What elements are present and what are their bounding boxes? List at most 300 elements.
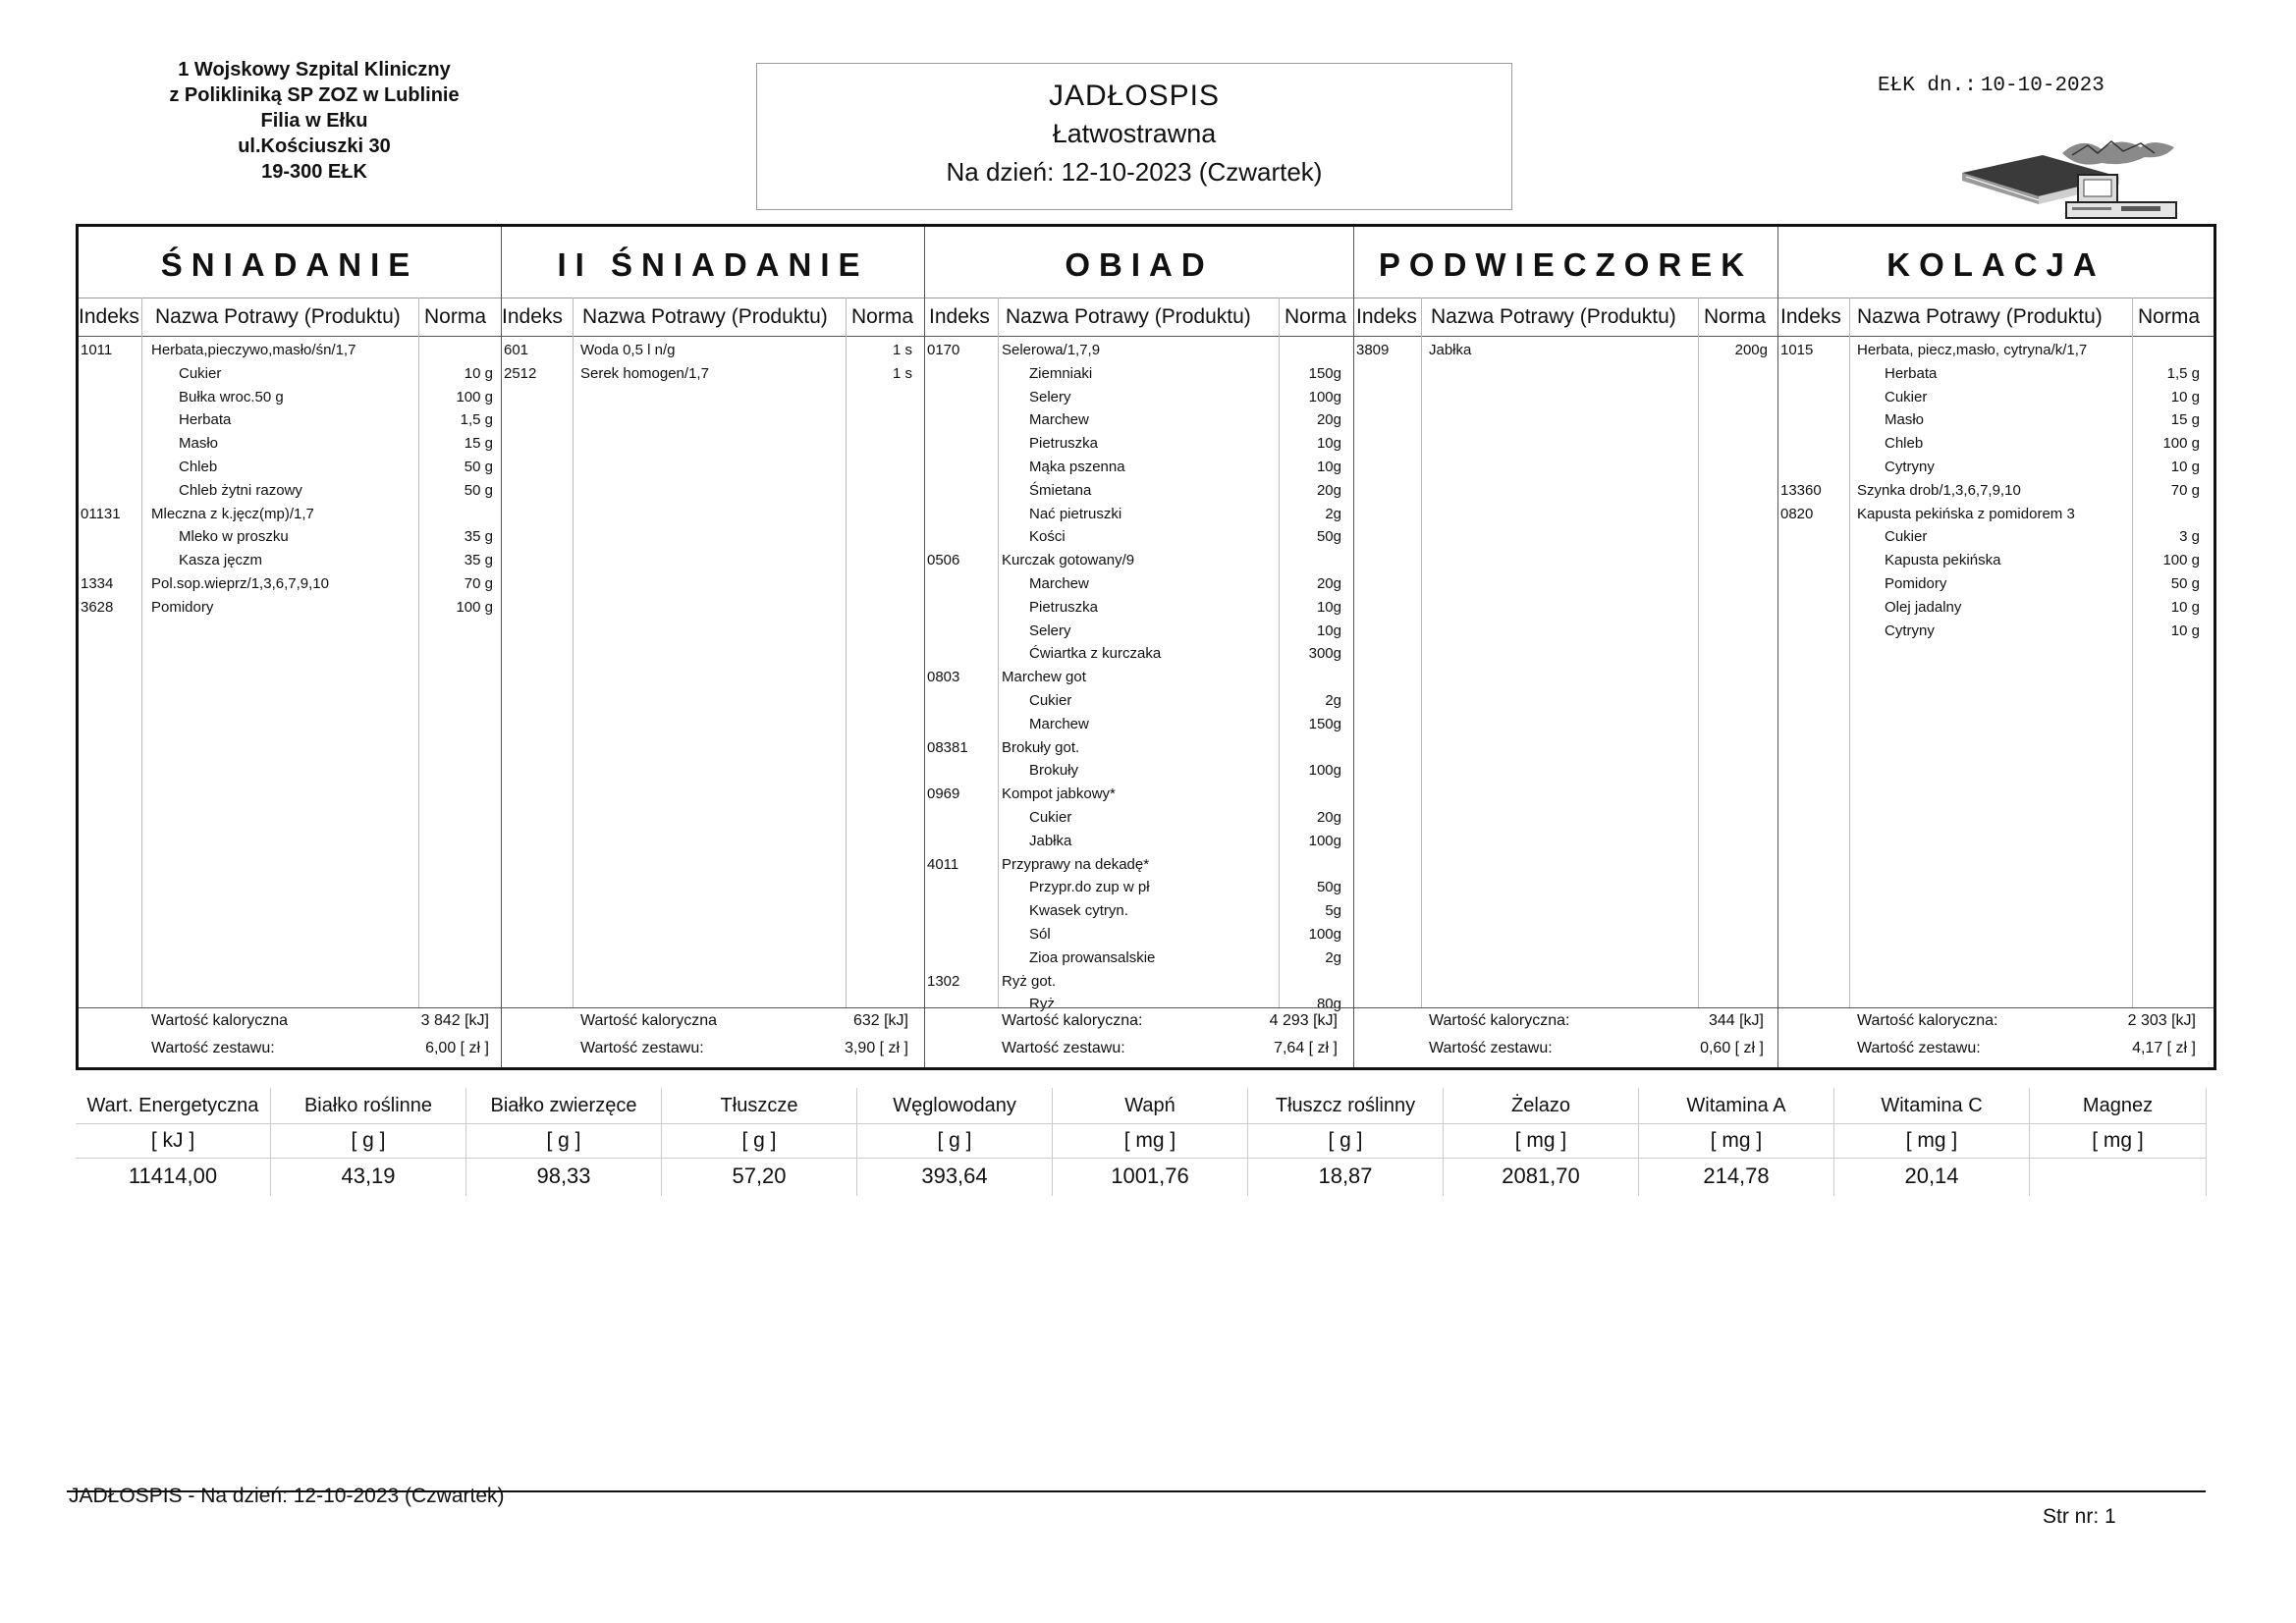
nutrient-value	[2030, 1159, 2206, 1194]
hospital-address	[118, 57, 511, 185]
document-title: JADŁOSPIS	[1048, 80, 1221, 112]
ingredient-name: Przypr.do zup w pł	[1029, 879, 1150, 896]
portion-amount: 50g	[1316, 528, 1341, 546]
header-dish-name: Nazwa Potrawy (Produktu)	[1431, 305, 1676, 328]
dish-row	[1778, 339, 2214, 362]
ingredient-name: Herbata	[1885, 364, 1938, 382]
portion-amount: 3 g	[2179, 528, 2200, 546]
header-norm: Norma	[424, 305, 487, 328]
portion-amount: 15 g	[464, 435, 493, 453]
portion-amount: 100g	[1308, 762, 1341, 780]
dish-index: 1011	[81, 342, 113, 358]
dish-name: Herbata, piecz,masło, cytryna/k/1,7	[1857, 342, 2088, 358]
header-dish-name: Nazwa Potrawy (Produktu)	[1857, 305, 2103, 328]
ingredient-row	[925, 456, 1353, 479]
meal-totals	[1778, 1007, 2214, 1067]
cost-label: Wartość zestawu:	[1002, 1040, 1125, 1056]
ingredient-row	[925, 759, 1353, 783]
dish-row	[502, 339, 924, 362]
nutrient-value: 1001,76	[1111, 1163, 1189, 1188]
footer-title: JADŁOSPIS - Na dzień: 12-10-2023 (Czwartek)	[69, 1485, 505, 1507]
column-divider	[1421, 298, 1422, 1008]
ingredient-row	[925, 713, 1353, 736]
ingredient-name: Chleb żytni razowy	[179, 481, 302, 499]
ingredient-name: Selery	[1029, 388, 1071, 406]
dish-index: 2512	[504, 364, 537, 382]
cost-label: Wartość zestawu:	[1857, 1040, 1981, 1056]
ingredient-name: Zioa prowansalskie	[1029, 948, 1156, 966]
portion-amount: 50g	[1316, 879, 1341, 896]
nutrient-label: Wapń	[1053, 1088, 1247, 1124]
portion-amount: 10g	[1316, 458, 1341, 475]
ingredient-name: Marchew	[1029, 715, 1089, 732]
nutrient-unit: [ g ]	[466, 1124, 661, 1159]
ingredient-name: Chleb	[179, 458, 218, 475]
issue-place-date	[1878, 75, 2105, 97]
ingredient-row	[1778, 408, 2214, 432]
dish-list	[1354, 339, 1777, 362]
dish-row	[925, 970, 1353, 994]
nutrient-value: 98,33	[536, 1163, 591, 1188]
portion-amount: 10 g	[2170, 598, 2200, 616]
dish-index: 4011	[927, 855, 959, 873]
ingredient-row	[79, 456, 501, 479]
nutrient-unit: [ mg ]	[1444, 1124, 1638, 1159]
portion-amount: 10g	[1316, 622, 1341, 639]
portion-amount: 2g	[1325, 505, 1341, 522]
ingredient-name: Cytryny	[1885, 458, 1935, 475]
dish-index: 13360	[1780, 481, 1822, 499]
portion-amount: 200g	[1734, 342, 1768, 358]
nutrient-label: Białko roślinne	[271, 1088, 465, 1124]
calorie-value: 4 293 [kJ]	[1269, 1012, 1338, 1029]
nutrient-column	[466, 1088, 662, 1196]
nutrient-value: 57,20	[732, 1163, 787, 1188]
ingredient-row	[925, 923, 1353, 947]
ingredient-name: Mleko w proszku	[179, 528, 289, 546]
header-index: Indeks	[79, 305, 139, 328]
nutrient-value: 393,64	[921, 1163, 988, 1188]
ingredient-row	[1778, 362, 2214, 386]
dish-index: 1334	[81, 574, 114, 592]
ingredient-name: Marchew	[1029, 411, 1089, 429]
header-norm: Norma	[1704, 305, 1767, 328]
dish-index: 01131	[81, 505, 121, 522]
portion-amount: 35 g	[464, 552, 493, 569]
nutrient-unit: [ mg ]	[1834, 1124, 2029, 1159]
dish-name: Kompot jabkowy*	[1002, 785, 1116, 803]
portion-amount: 150g	[1308, 715, 1341, 732]
ingredient-row	[925, 899, 1353, 923]
nutrient-column	[1053, 1088, 1248, 1196]
portion-amount: 2g	[1325, 691, 1341, 709]
dish-name: Woda 0,5 l n/g	[580, 342, 676, 358]
dish-name: Serek homogen/1,7	[580, 364, 709, 382]
portion-amount: 15 g	[2170, 411, 2200, 429]
ingredient-row	[925, 386, 1353, 409]
dish-row	[79, 339, 501, 362]
ingredient-row	[79, 432, 501, 456]
ingredient-name: Masło	[179, 435, 219, 453]
dish-index: 0506	[927, 552, 960, 569]
column-divider	[1698, 298, 1699, 1008]
dish-list	[502, 339, 924, 386]
nutrient-column	[1444, 1088, 1639, 1196]
nutrient-label: Wart. Energetyczna	[76, 1088, 270, 1124]
nutrient-unit: [ g ]	[662, 1124, 856, 1159]
ingredient-name: Kasza jęczm	[179, 552, 263, 569]
nutrient-value: 43,19	[341, 1163, 396, 1188]
dish-row	[925, 666, 1353, 689]
meal-column-afternoon-snack	[1354, 227, 1778, 1067]
issue-date: 10-10-2023	[1980, 75, 2105, 97]
meal-title: II ŚNIADANIE	[557, 246, 869, 283]
portion-amount: 20g	[1316, 481, 1341, 499]
portion-amount: 100g	[1308, 832, 1341, 849]
nutrient-value: 214,78	[1703, 1163, 1770, 1188]
ingredient-row	[79, 525, 501, 549]
dish-row	[925, 736, 1353, 760]
ingredient-name: Pomidory	[1885, 574, 1947, 592]
ingredient-row	[925, 830, 1353, 853]
nutrient-column	[271, 1088, 466, 1196]
ingredient-row	[925, 620, 1353, 643]
dish-row	[925, 549, 1353, 572]
dish-row	[79, 572, 501, 596]
dish-name: Pomidory	[151, 598, 214, 616]
ingredient-name: Cukier	[179, 364, 222, 382]
ingredient-name: Cukier	[1885, 388, 1928, 406]
nutrient-column	[1248, 1088, 1444, 1196]
ingredient-row	[79, 362, 501, 386]
dish-index: 1302	[927, 972, 960, 990]
dish-row	[1778, 503, 2214, 526]
ingredient-name: Kwasek cytryn.	[1029, 902, 1128, 920]
ingredient-row	[925, 806, 1353, 830]
meal-totals	[502, 1007, 924, 1067]
meal-title: PODWIECZOREK	[1378, 246, 1754, 283]
book-computer-logo	[1954, 126, 2190, 224]
ingredient-name: Herbata	[179, 411, 232, 429]
ingredient-row	[79, 386, 501, 409]
ingredient-row	[925, 503, 1353, 526]
ingredient-row	[79, 479, 501, 503]
nutrient-label: Witamina A	[1639, 1088, 1833, 1124]
ingredient-row	[925, 876, 1353, 899]
meal-totals	[79, 1007, 501, 1067]
ingredient-name: Pietruszka	[1029, 598, 1099, 616]
dish-name: Ryż got.	[1002, 972, 1057, 990]
portion-amount: 10 g	[2170, 458, 2200, 475]
portion-amount: 10 g	[2170, 622, 2200, 639]
ingredient-name: Ryż	[1029, 996, 1055, 1013]
meal-totals	[1354, 1007, 1777, 1067]
header-dish-name: Nazwa Potrawy (Produktu)	[582, 305, 828, 328]
dish-name: Selerowa/1,7,9	[1002, 342, 1101, 358]
title-box	[756, 63, 1512, 210]
ingredient-row	[925, 408, 1353, 432]
ingredient-row	[1778, 456, 2214, 479]
dish-index: 0820	[1780, 505, 1814, 522]
dish-row	[1778, 479, 2214, 503]
cost-label: Wartość zestawu:	[1429, 1040, 1553, 1056]
ingredient-name: Cukier	[1885, 528, 1928, 546]
ingredient-row	[925, 572, 1353, 596]
ingredient-row	[1778, 432, 2214, 456]
portion-amount: 100g	[1308, 388, 1341, 406]
dish-name: Szynka drob/1,3,6,7,9,10	[1857, 481, 2021, 499]
ingredient-row	[1778, 572, 2214, 596]
menu-date: Na dzień: 12-10-2023 (Czwartek)	[946, 157, 1323, 187]
hospital-line: 19-300 EŁK	[261, 161, 367, 183]
portion-amount: 1 s	[892, 364, 912, 382]
meal-column-lunch	[925, 227, 1354, 1067]
dish-name: Mleczna z k.jęcz(mp)/1,7	[151, 505, 314, 522]
calorie-value: 2 303 [kJ]	[2127, 1012, 2196, 1029]
ingredient-row	[925, 947, 1353, 970]
portion-amount: 100g	[1308, 925, 1341, 943]
dish-row	[502, 362, 924, 386]
column-divider	[573, 298, 574, 1008]
hospital-line: ul.Kościuszki 30	[238, 135, 391, 157]
ingredient-name: Ziemniaki	[1029, 364, 1093, 382]
ingredient-row	[925, 479, 1353, 503]
portion-amount: 100 g	[456, 598, 493, 616]
meal-totals	[925, 1007, 1353, 1067]
meal-column-second-breakfast	[502, 227, 925, 1067]
portion-amount: 70 g	[464, 574, 493, 592]
dish-name: Kurczak gotowany/9	[1002, 552, 1135, 569]
dish-row	[79, 596, 501, 620]
ingredient-name: Brokuły	[1029, 762, 1079, 780]
hospital-line: 1 Wojskowy Szpital Kliniczny	[178, 59, 451, 81]
portion-amount: 20g	[1316, 411, 1341, 429]
ingredient-row	[1778, 525, 2214, 549]
nutrient-unit: [ mg ]	[1639, 1124, 1833, 1159]
portion-amount: 50 g	[2170, 574, 2200, 592]
column-header-row	[925, 298, 1353, 337]
ingredient-row	[1778, 386, 2214, 409]
dish-name: Marchew got	[1002, 669, 1086, 686]
portion-amount: 100 g	[2162, 435, 2200, 453]
ingredient-name: Jabłka	[1029, 832, 1072, 849]
dish-index: 0170	[927, 342, 960, 358]
dish-list	[79, 339, 501, 620]
portion-amount: 5g	[1325, 902, 1341, 920]
dish-name: Przyprawy na dekadę*	[1002, 855, 1150, 873]
meal-column-supper	[1778, 227, 2214, 1067]
cost-label: Wartość zestawu:	[151, 1040, 275, 1056]
portion-amount: 1 s	[892, 342, 912, 358]
nutrient-unit: [ mg ]	[2030, 1124, 2206, 1159]
portion-amount: 150g	[1308, 364, 1341, 382]
nutrient-column	[662, 1088, 857, 1196]
meal-column-breakfast	[79, 227, 502, 1067]
ingredient-name: Marchew	[1029, 574, 1089, 592]
nutrient-label: Białko zwierzęce	[466, 1088, 661, 1124]
cost-value: 7,64 [ zł ]	[1274, 1040, 1338, 1056]
ingredient-row	[925, 642, 1353, 666]
nutrient-unit: [ mg ]	[1053, 1124, 1247, 1159]
dish-name: Kapusta pekińska z pomidorem 3	[1857, 505, 2075, 522]
ingredient-row	[925, 525, 1353, 549]
nutrient-label: Witamina C	[1834, 1088, 2029, 1124]
portion-amount: 300g	[1308, 645, 1341, 663]
portion-amount: 10 g	[2170, 388, 2200, 406]
nutrient-column	[857, 1088, 1053, 1196]
ingredient-row	[925, 432, 1353, 456]
nutrient-value: 20,14	[1904, 1163, 1959, 1188]
nutrient-column	[1834, 1088, 2030, 1196]
meal-title: ŚNIADANIE	[160, 246, 419, 283]
header-norm: Norma	[1285, 305, 1347, 328]
ingredient-name: Selery	[1029, 622, 1071, 639]
ingredient-row	[1778, 596, 2214, 620]
dish-name: Pol.sop.wieprz/1,3,6,7,9,10	[151, 574, 329, 592]
calorie-value: 344 [kJ]	[1708, 1012, 1764, 1029]
ingredient-name: Olej jadalny	[1885, 598, 1962, 616]
ingredient-name: Kości	[1029, 528, 1066, 546]
calorie-label: Wartość kaloryczna:	[1002, 1012, 1143, 1029]
ingredient-name: Chleb	[1885, 435, 1924, 453]
header-norm: Norma	[851, 305, 914, 328]
hospital-line: Filia w Ełku	[260, 110, 368, 132]
ingredient-name: Cukier	[1029, 808, 1072, 826]
dish-row	[925, 783, 1353, 806]
nutrient-label: Magnez	[2030, 1088, 2206, 1124]
dish-row	[79, 503, 501, 526]
column-header-row	[1778, 298, 2214, 337]
dish-row	[925, 853, 1353, 877]
nutrient-column	[2030, 1088, 2207, 1196]
portion-amount: 70 g	[2170, 481, 2200, 499]
calorie-label: Wartość kaloryczna:	[1857, 1012, 1998, 1029]
dish-list	[1778, 339, 2214, 642]
meal-title: KOLACJA	[1886, 246, 2105, 283]
dish-row	[1354, 339, 1777, 362]
header-dish-name: Nazwa Potrawy (Produktu)	[1006, 305, 1251, 328]
dish-index: 601	[504, 342, 529, 358]
nutrient-label: Węglowodany	[857, 1088, 1052, 1124]
ingredient-name: Nać pietruszki	[1029, 505, 1122, 522]
portion-amount: 100 g	[2162, 552, 2200, 569]
nutrient-label: Tłuszcze	[662, 1088, 856, 1124]
dish-index: 1015	[1780, 342, 1814, 358]
header-index: Indeks	[1356, 305, 1417, 328]
dish-list	[925, 339, 1353, 1016]
portion-amount: 1,5 g	[460, 411, 493, 429]
ingredient-name: Kapusta pekińska	[1885, 552, 2001, 569]
calorie-value: 3 842 [kJ]	[420, 1012, 489, 1029]
nutrient-label: Tłuszcz roślinny	[1248, 1088, 1443, 1124]
header-index: Indeks	[929, 305, 990, 328]
portion-amount: 2g	[1325, 948, 1341, 966]
ingredient-row	[1778, 620, 2214, 643]
ingredient-name: Śmietana	[1029, 481, 1092, 499]
nutrient-unit: [ g ]	[271, 1124, 465, 1159]
dish-index: 3628	[81, 598, 114, 616]
nutrient-unit: [ kJ ]	[76, 1124, 270, 1159]
dish-name: Herbata,pieczywo,masło/śn/1,7	[151, 342, 356, 358]
ingredient-row	[925, 362, 1353, 386]
portion-amount: 50 g	[464, 481, 493, 499]
nutrient-label: Żelazo	[1444, 1088, 1638, 1124]
portion-amount: 50 g	[464, 458, 493, 475]
issue-place-label: EŁK dn.:	[1878, 75, 1977, 97]
dish-index: 0969	[927, 785, 960, 803]
portion-amount: 10g	[1316, 598, 1341, 616]
nutrient-column	[76, 1088, 271, 1196]
portion-amount: 80g	[1316, 996, 1341, 1013]
portion-amount: 100 g	[456, 388, 493, 406]
ingredient-name: Masło	[1885, 411, 1925, 429]
header-norm: Norma	[2138, 305, 2201, 328]
column-divider	[846, 298, 847, 1008]
ingredient-row	[79, 408, 501, 432]
nutrient-unit: [ g ]	[857, 1124, 1052, 1159]
portion-amount: 20g	[1316, 808, 1341, 826]
diet-name: Łatwostrawna	[1052, 119, 1217, 148]
ingredient-row	[79, 549, 501, 572]
portion-amount: 35 g	[464, 528, 493, 546]
cost-value: 3,90 [ zł ]	[845, 1040, 908, 1056]
dish-index: 0803	[927, 669, 960, 686]
column-header-row	[502, 298, 924, 337]
portion-amount: 10g	[1316, 435, 1341, 453]
dish-index: 3809	[1356, 342, 1390, 358]
calorie-label: Wartość kaloryczna	[151, 1012, 288, 1029]
nutrient-unit: [ g ]	[1248, 1124, 1443, 1159]
ingredient-row	[1778, 549, 2214, 572]
column-header-row	[1354, 298, 1777, 337]
meal-title: OBIAD	[1065, 246, 1214, 283]
ingredient-name: Bułka wroc.50 g	[179, 388, 284, 406]
portion-amount: 10 g	[464, 364, 493, 382]
portion-amount: 1,5 g	[2166, 364, 2200, 382]
nutrient-value: 2081,70	[1502, 1163, 1580, 1188]
menu-table	[76, 224, 2216, 1070]
nutrient-value: 18,87	[1318, 1163, 1373, 1188]
ingredient-name: Cukier	[1029, 691, 1072, 709]
cost-value: 6,00 [ zł ]	[425, 1040, 489, 1056]
ingredient-name: Mąka pszenna	[1029, 458, 1125, 475]
dish-row	[925, 339, 1353, 362]
page-number: Str nr: 1	[2043, 1505, 2116, 1528]
dish-name: Brokuły got.	[1002, 738, 1080, 756]
calorie-label: Wartość kaloryczna:	[1429, 1012, 1570, 1029]
dish-name: Jabłka	[1429, 342, 1472, 358]
cost-value: 0,60 [ zł ]	[1700, 1040, 1764, 1056]
nutrient-summary-table	[76, 1088, 2207, 1196]
calorie-value: 632 [kJ]	[852, 1012, 908, 1029]
header-index: Indeks	[1780, 305, 1841, 328]
ingredient-row	[925, 596, 1353, 620]
nutrient-value: 11414,00	[128, 1163, 218, 1188]
calorie-label: Wartość kaloryczna	[580, 1012, 717, 1029]
hospital-line: z Polikliniką SP ZOZ w Lublinie	[169, 84, 460, 106]
header-dish-name: Nazwa Potrawy (Produktu)	[155, 305, 401, 328]
ingredient-name: Ćwiartka z kurczaka	[1029, 645, 1162, 663]
cost-value: 4,17 [ zł ]	[2132, 1040, 2196, 1056]
ingredient-name: Pietruszka	[1029, 435, 1099, 453]
cost-label: Wartość zestawu:	[580, 1040, 704, 1056]
dish-index: 08381	[927, 738, 968, 756]
ingredient-row	[925, 689, 1353, 713]
portion-amount: 20g	[1316, 574, 1341, 592]
ingredient-name: Cytryny	[1885, 622, 1935, 639]
header-index: Indeks	[502, 305, 563, 328]
ingredient-name: Sól	[1029, 925, 1051, 943]
